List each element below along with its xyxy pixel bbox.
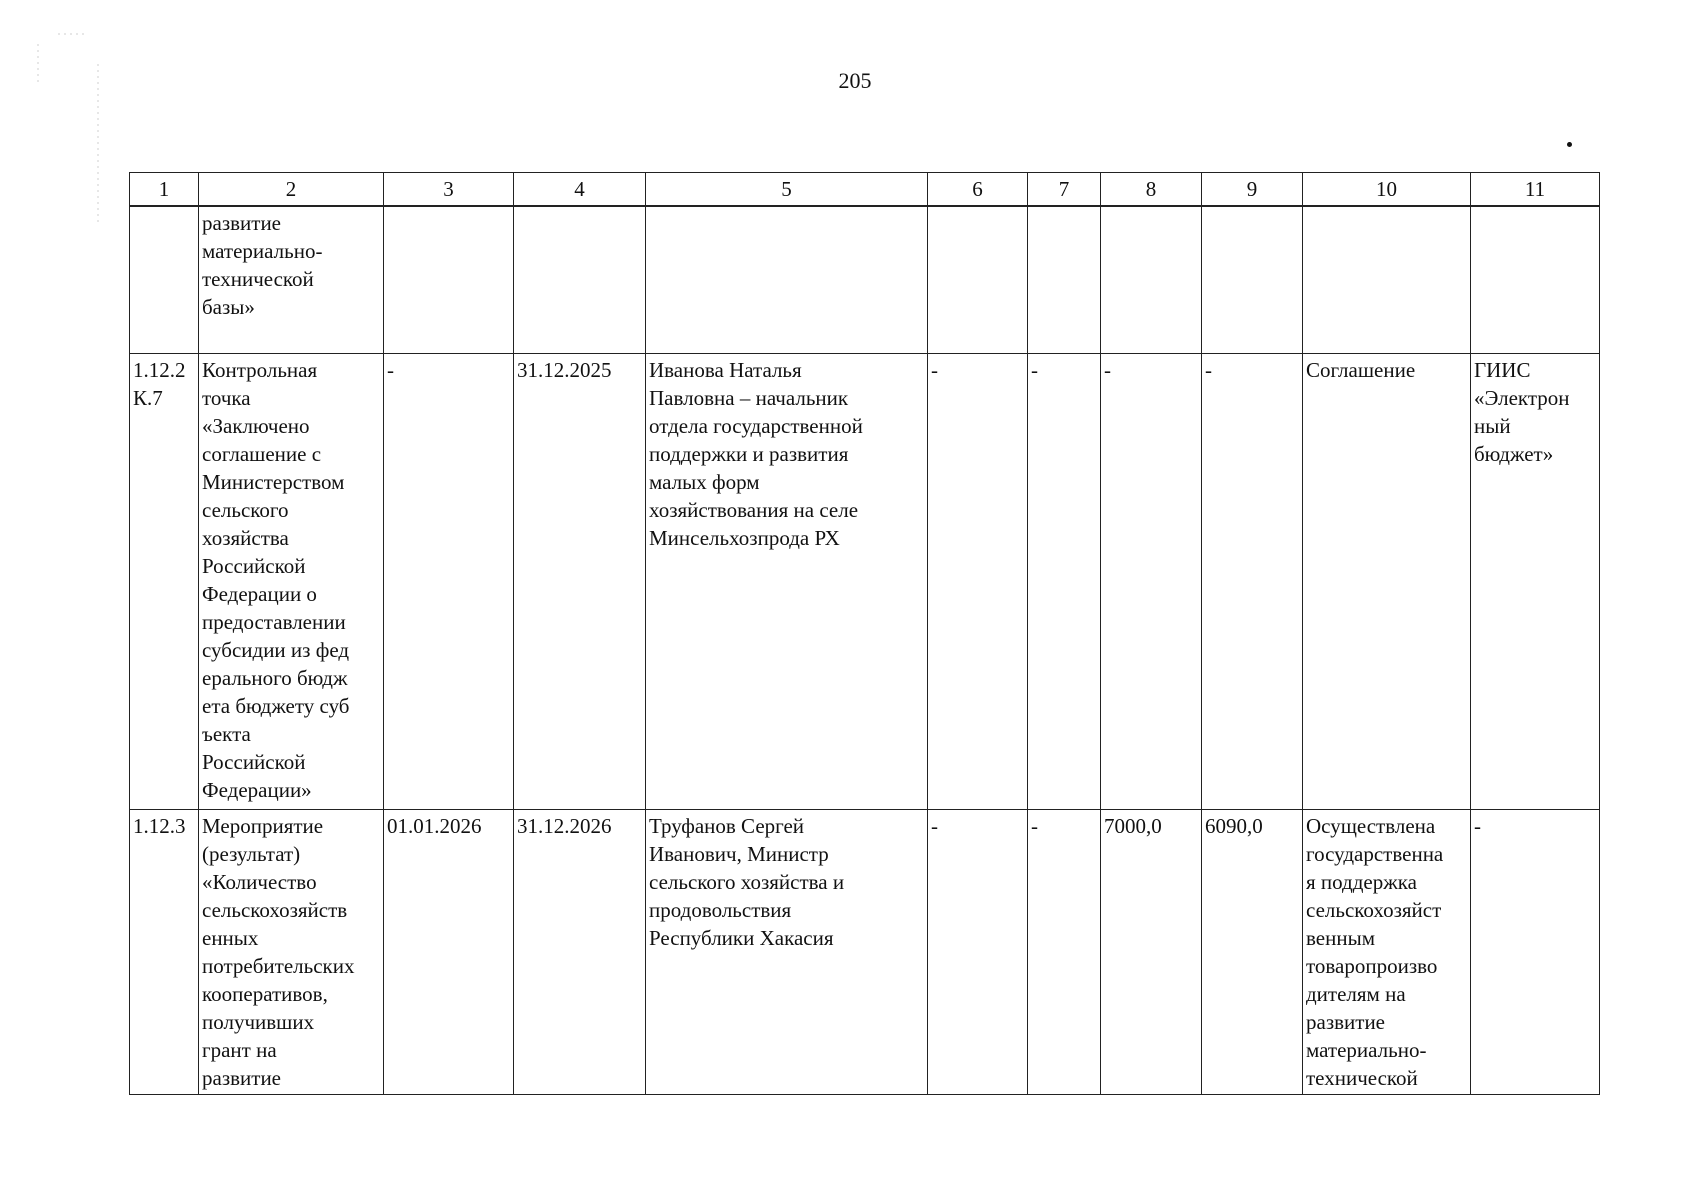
result-cell: Соглашение (1303, 354, 1471, 810)
end-date-cell: 31.12.2026 (514, 810, 646, 1095)
system-cell: - (1471, 810, 1600, 1095)
col6-cell (928, 206, 1028, 354)
system-cell (1471, 206, 1600, 354)
responsible-cell (646, 206, 928, 354)
col9-cell (1202, 206, 1303, 354)
scan-artifact-marks (28, 24, 108, 244)
header-row (130, 173, 1600, 207)
col6-cell: - (928, 354, 1028, 810)
header-cell: 3 (384, 173, 514, 207)
col6-cell: - (928, 810, 1028, 1095)
page-number: 205 (838, 68, 872, 93)
col9-cell: - (1202, 354, 1303, 810)
header-cell: 6 (928, 173, 1028, 207)
col7-cell: - (1028, 810, 1101, 1095)
result-cell: Осуществлена государственна я поддержка сельскохозяйст венным товаропроизво дителям на развитие материально- технической (1303, 810, 1471, 1095)
scan-speck (1567, 142, 1572, 147)
document-table (129, 172, 1600, 1095)
col7-cell: - (1028, 354, 1101, 810)
item-name-cell: Мероприятие (результат) «Количество сельскохозяйств енных потребительских кооперативов, получивших грант на развитие (199, 810, 384, 1095)
table-row (130, 354, 1600, 810)
header-cell: 1 (130, 173, 199, 207)
item-name-cell: Контрольная точка «Заключено соглашение с Министерством сельского хозяйства Российской Федерации о предоставлении субсидии из фед ерального бюдж ета бюджету суб ъекта Российской Федерации» (199, 354, 384, 810)
header-cell: 9 (1202, 173, 1303, 207)
header-cell: 10 (1303, 173, 1471, 207)
col8-cell: 7000,0 (1101, 810, 1202, 1095)
responsible-cell: Иванова Наталья Павловна – начальник отдела государственной поддержки и развития малых форм хозяйствования на селе Минсельхозпрода РХ (646, 354, 928, 810)
end-date-cell (514, 206, 646, 354)
header-cell: 2 (199, 173, 384, 207)
start-date-cell: - (384, 354, 514, 810)
start-date-cell (384, 206, 514, 354)
header-cell: 8 (1101, 173, 1202, 207)
end-date-cell: 31.12.2025 (514, 354, 646, 810)
item-number-cell: 1.12.2 К.7 (130, 354, 199, 810)
header-cell: 11 (1471, 173, 1600, 207)
item-number-cell (130, 206, 199, 354)
table-row (130, 206, 1600, 354)
table-row (130, 810, 1600, 1095)
responsible-cell: Труфанов Сергей Иванович, Министр сельского хозяйства и продовольствия Республики Хакасия (646, 810, 928, 1095)
system-cell: ГИИС «Электрон ный бюджет» (1471, 354, 1600, 810)
item-number-cell: 1.12.3 (130, 810, 199, 1095)
start-date-cell: 01.01.2026 (384, 810, 514, 1095)
col8-cell: - (1101, 354, 1202, 810)
header-cell: 7 (1028, 173, 1101, 207)
header-cell: 4 (514, 173, 646, 207)
result-cell (1303, 206, 1471, 354)
header-cell: 5 (646, 173, 928, 207)
col8-cell (1101, 206, 1202, 354)
col9-cell: 6090,0 (1202, 810, 1303, 1095)
col7-cell (1028, 206, 1101, 354)
item-name-cell: развитие материально- технической базы» (199, 206, 384, 354)
